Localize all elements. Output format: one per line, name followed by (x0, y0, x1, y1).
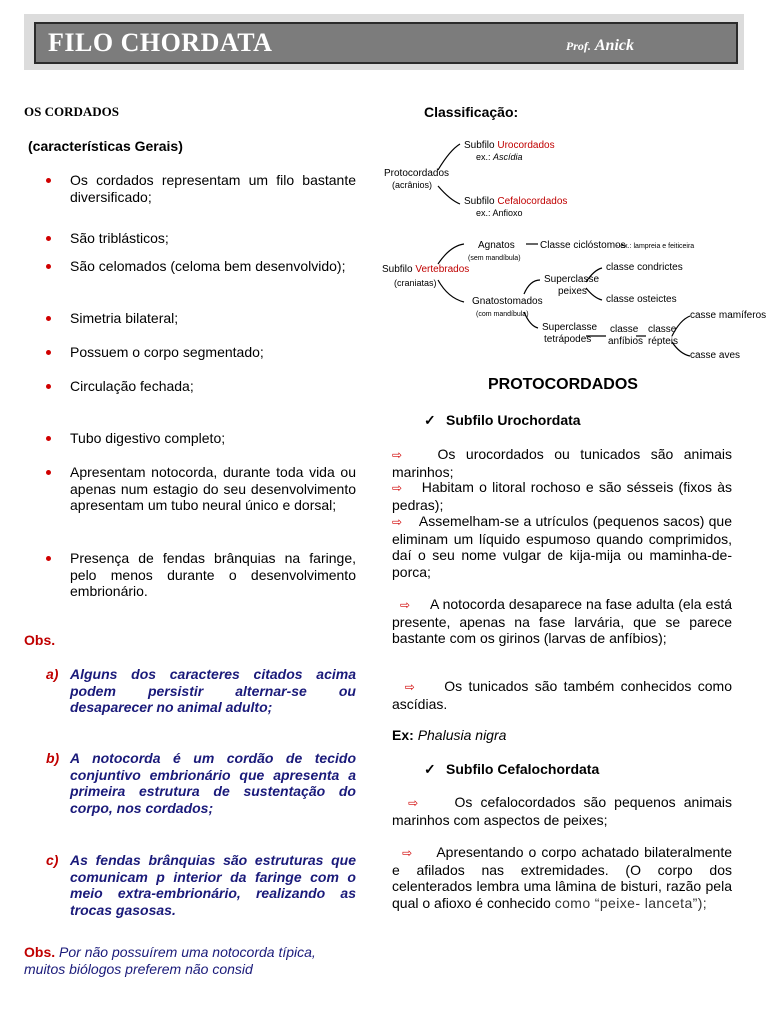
label-condrictes: classe condrictes (606, 262, 683, 273)
example-species: Ex: Phalusia nigra (392, 727, 507, 743)
subfilo-cefalochordata: ✓ Subfilo Cefalochordata (424, 761, 600, 777)
bullet-icon (46, 556, 51, 561)
label-ciclostomos: Classe ciclóstomos (540, 240, 626, 251)
list-item: Circulação fechada; (24, 378, 356, 395)
cefalo-para-2: ⇨ Apresentando o corpo achatado bilateralmente e afilados nas extremidades. (O corpo dos celenterados lembra uma lâmina de bisturi, razão pela qual o afioxo é conhecido como “peixe- lanceta”); (392, 844, 733, 911)
section-subtitle: (características Gerais) (28, 138, 183, 154)
list-item: Presença de fendas brânquias na faringe, pelo menos durante o desenvolvimento embrionário. (24, 550, 356, 600)
list-item: São triblásticos; (24, 230, 356, 247)
label-aves: casse aves (690, 350, 741, 361)
label-lampreia: - ex.: lampreia e feiticeira (616, 243, 695, 250)
check-icon: ✓ (424, 412, 436, 428)
label-protocordados: Protocordados (384, 168, 450, 179)
page-title: FILO CHORDATA (48, 28, 273, 57)
label-agnatos: Agnatos (478, 240, 515, 251)
arrow-icon: ⇨ (404, 680, 415, 694)
label-subfilo-uro: Subfilo Urocordados (464, 140, 555, 151)
section-title: OS CORDADOS (24, 104, 119, 119)
label-ex-anfioxo: ex.: Anfioxo (476, 208, 523, 218)
uro-para-5: ⇨ Os tunicados são também conhecidos como ascídias. (392, 678, 733, 712)
bullet-icon (46, 384, 51, 389)
label-osteictes: classe osteictes (606, 294, 677, 305)
uro-para-4: ⇨ A notocorda desaparece na fase adulta (ela está presente, apenas na fase larvária, que se parece bastante com os girinos (larvas de anfíbios); (392, 596, 732, 646)
prof-name: Anick (594, 37, 634, 54)
label-mamiferos: casse mamíferos (690, 310, 767, 321)
protocordados-heading: PROTOCORDADOS (488, 376, 638, 393)
label-acranios: (acrânios) (392, 180, 433, 190)
bullet-icon (46, 178, 51, 183)
label-classe-anfibios: classe (610, 324, 639, 335)
arrow-icon: ⇨ (392, 515, 403, 529)
arrow-icon: ⇨ (392, 481, 403, 495)
header-banner (24, 14, 744, 70)
label-repteis: répteis (648, 336, 679, 347)
note-a: a) Alguns dos caracteres citados acima podem persistir alternar-se ou desaparecer no animal adulto; (46, 666, 356, 715)
arrow-icon: ⇨ (400, 598, 411, 612)
list-item: Tubo digestivo completo; (24, 430, 356, 447)
obs2-label: Obs. (24, 944, 56, 960)
arrow-icon: ⇨ (408, 796, 419, 810)
cefalo-para-1: ⇨ Os cefalocordados são pequenos animais marinhos com aspectos de peixes; (392, 794, 732, 828)
label-tetrapodes: tetrápodes (544, 334, 592, 345)
bullet-icon (46, 470, 51, 475)
label-superclasse-tetra: Superclasse (542, 322, 598, 333)
list-item: São celomados (celoma bem desenvolvido); (24, 258, 356, 275)
bullet-icon (46, 350, 51, 355)
label-superclasse-peixes: Superclasse (544, 274, 600, 285)
list-item: Possuem o corpo segmentado; (24, 344, 356, 361)
header-box (34, 22, 738, 64)
label-classe-repteis: classe (648, 324, 677, 335)
subfilo-urochordata: ✓ Subfilo Urochordata (424, 412, 581, 428)
arrow-icon: ⇨ (392, 448, 403, 462)
list-item: Simetria bilateral; (24, 310, 356, 327)
bullet-icon (46, 316, 51, 321)
bullet-icon (46, 436, 51, 441)
prof-label: Prof. (565, 39, 591, 53)
label-gnatostomados: Gnatostomados (472, 296, 543, 307)
label-subfilo-vert: Subfilo Vertebrados (382, 264, 470, 275)
obs2-text: Por não possuírem uma notocorda típica, muitos biólogos preferem não consid (24, 944, 316, 977)
label-peixes: peixes (558, 286, 587, 297)
bullet-icon (46, 236, 51, 241)
obs-footer (24, 944, 356, 978)
list-item: Apresentam notocorda, durante toda vida ou apenas num estagio do seu desenvolvimento apresentam um tubo neural único e dorsal; (24, 464, 356, 514)
cefalo-tail: como “peixe- lanceta”); (554, 894, 708, 911)
label-ex-ascidia: ex.: Ascídia (476, 152, 523, 162)
uro-para-2: ⇨ Habitam o litoral rochoso e são sésseis (fixos às pedras); (392, 479, 733, 513)
uro-para-1: ⇨ Os urocordados ou tunicados são animais marinhos; (392, 446, 733, 480)
bullet-icon (46, 264, 51, 269)
label-com-mandibula: (com mandíbula) (476, 311, 529, 318)
label-sem-mandibula: (sem mandíbula) (468, 255, 521, 262)
arrow-icon: ⇨ (402, 846, 413, 860)
classification-title: Classificação: (424, 104, 519, 120)
obs-label: Obs. (24, 632, 56, 648)
label-anfibios: anfíbios (608, 336, 644, 347)
label-craniatas: (craniatas) (394, 278, 437, 288)
note-c: c) As fendas brânquias são estruturas que comunicam p interior da faringe com o meio extra-embrionário, realizando as trocas gasosas. (46, 852, 356, 918)
check-icon: ✓ (424, 761, 436, 777)
list-item: Os cordados representam um filo bastante diversificado; (24, 172, 356, 205)
classification-diagram (380, 130, 767, 460)
label-subfilo-cefalo: Subfilo Cefalocordados (464, 196, 568, 207)
author (566, 37, 634, 55)
uro-para-3: ⇨ Assemelham-se a utrículos (pequenos sacos) que eliminam um líquido espumoso quando comprimidos, daí o seu nome vulgar de kija-mija ou maminha-de-porca; (392, 513, 732, 580)
note-b: b) A notocorda é um cordão de tecido conjuntivo embrionário que apresenta a primeira estrutura de sustentação do corpo, nos cordados; (46, 750, 356, 816)
